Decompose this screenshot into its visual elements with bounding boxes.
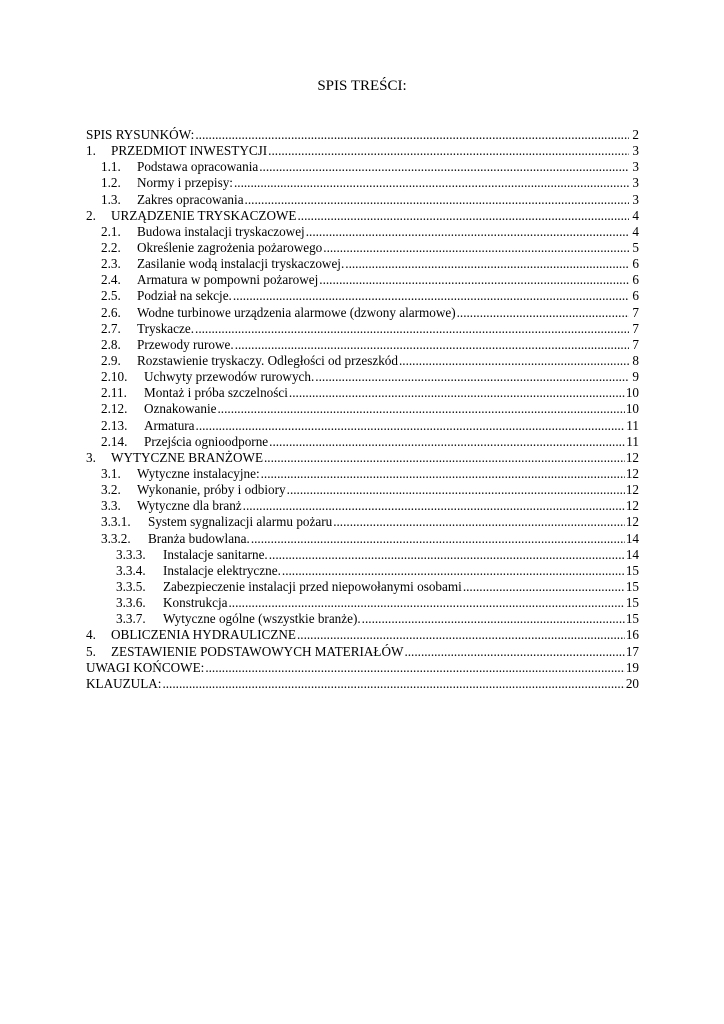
toc-entry-number: 2.11.: [101, 385, 127, 401]
toc-entry[interactable]: [86, 127, 639, 143]
toc-entry-label: Konstrukcja: [163, 595, 228, 611]
toc-entry-label: Podstawa opracowania: [137, 159, 259, 175]
toc-entry-number: 3.3.: [101, 498, 121, 514]
dot-leader: [218, 401, 625, 417]
toc-entry-label: Zabezpieczenie instalacji przed niepowołanymi osobami: [163, 578, 462, 594]
toc-entry[interactable]: [86, 305, 639, 321]
toc-entry-page: 16: [625, 627, 639, 643]
toc-entry-label: Przewody rurowe.: [137, 336, 234, 352]
toc-entry-label: UWAGI KOŃCOWE:: [86, 659, 205, 675]
toc-entry-label: Tryskacze.: [137, 320, 195, 336]
toc-entry-page: 7: [632, 320, 639, 336]
toc-entry-label: Montaż i próba szczelności: [144, 385, 288, 401]
dot-leader: [261, 466, 625, 482]
toc-entry[interactable]: [86, 660, 639, 676]
toc-entry-label: Określenie zagrożenia pożarowego: [137, 239, 323, 255]
toc-entry-page: 3: [632, 143, 639, 159]
toc-entry-number: 2.12.: [101, 401, 128, 417]
toc-entry-label: Normy i przepisy:: [137, 175, 233, 191]
dot-leader: [399, 353, 629, 369]
toc-entry-page: 7: [632, 304, 639, 320]
toc-entry-page: 17: [625, 643, 639, 659]
dot-leader: [282, 563, 625, 579]
toc-entry-number: 2.: [86, 207, 96, 223]
toc-entry-number: 2.6.: [101, 304, 121, 320]
dot-leader: [234, 175, 629, 191]
dot-leader: [251, 531, 625, 547]
toc-entry[interactable]: [86, 256, 639, 272]
toc-entry-number: 3.3.6.: [116, 595, 146, 611]
toc-entry-page: 15: [625, 578, 639, 594]
dot-leader: [233, 288, 629, 304]
toc-entry[interactable]: [86, 627, 639, 643]
dot-leader: [269, 434, 625, 450]
toc-entry[interactable]: [86, 498, 639, 514]
toc-entry-label: Wykonanie, próby i odbiory: [137, 482, 286, 498]
toc-entry[interactable]: [86, 369, 639, 385]
toc-entry-number: 1.: [86, 143, 96, 159]
toc-entry-number: 3.3.5.: [116, 578, 146, 594]
dot-leader: [235, 337, 629, 353]
dot-leader: [323, 240, 629, 256]
toc-entry-number: 3.: [86, 449, 96, 465]
toc-entry[interactable]: [86, 288, 639, 304]
toc-entry-number: 3.2.: [101, 482, 121, 498]
toc-entry-label: WYTYCZNE BRANŻOWE: [111, 449, 263, 465]
toc-entry[interactable]: [86, 644, 639, 660]
toc-entry-page: 12: [625, 465, 639, 481]
toc-entry-label: Armatura w pompowni pożarowej: [137, 272, 319, 288]
toc-entry-page: 14: [625, 530, 639, 546]
dot-leader: [245, 192, 629, 208]
toc-entry-page: 12: [625, 514, 639, 530]
toc-entry[interactable]: [86, 337, 639, 353]
toc-entry-number: 3.3.1.: [101, 514, 131, 530]
toc-entry-page: 4: [632, 207, 639, 223]
dot-leader: [195, 321, 629, 337]
toc-entry-page: 9: [632, 369, 639, 385]
toc-entry-number: 1.2.: [101, 175, 121, 191]
toc-entry-number: 2.1.: [101, 223, 121, 239]
toc-entry-label: Budowa instalacji tryskaczowej: [137, 223, 305, 239]
toc-entry-page: 8: [632, 352, 639, 368]
toc-entry[interactable]: [86, 159, 639, 175]
toc-entry-number: 2.3.: [101, 256, 121, 272]
toc-entry-page: 10: [625, 401, 639, 417]
dot-leader: [345, 256, 629, 272]
toc-entry[interactable]: [86, 579, 639, 595]
toc-entry-number: 4.: [86, 627, 96, 643]
toc-entry[interactable]: [86, 676, 639, 692]
dot-leader: [289, 385, 625, 401]
toc-entry[interactable]: [86, 450, 639, 466]
toc-entry[interactable]: [86, 482, 639, 498]
toc-entry[interactable]: [86, 531, 639, 547]
toc-entry-page: 15: [625, 611, 639, 627]
toc-entry-number: 2.7.: [101, 320, 121, 336]
toc-entry-label: Wytyczne ogólne (wszystkie branże).: [163, 611, 361, 627]
toc-entry-page: 12: [625, 498, 639, 514]
toc-entry-page: 6: [632, 288, 639, 304]
toc-entry-label: SPIS RYSUNKÓW:: [86, 127, 195, 142]
toc-entry-page: 11: [626, 433, 639, 449]
toc-entry-number: 3.3.3.: [116, 546, 146, 562]
toc-entry-page: 6: [632, 272, 639, 288]
toc-entry[interactable]: [86, 563, 639, 579]
toc-entry-page: 20: [625, 675, 639, 691]
dot-leader: [463, 579, 625, 595]
toc-entry-page: 2: [632, 127, 639, 142]
toc-entry-number: 2.4.: [101, 272, 121, 288]
toc-entry-label: PRZEDMIOT INWESTYCJI: [111, 143, 268, 159]
toc-entry-label: Instalacje sanitarne.: [163, 546, 268, 562]
dot-leader: [264, 450, 625, 466]
dot-leader: [205, 660, 625, 676]
dot-leader: [259, 159, 629, 175]
toc-entry-number: 2.8.: [101, 336, 121, 352]
toc-entry-number: 2.2.: [101, 239, 121, 255]
dot-leader: [319, 272, 629, 288]
toc-entry[interactable]: [86, 143, 639, 159]
toc-entry-page: 12: [625, 449, 639, 465]
toc-entry[interactable]: [86, 353, 639, 369]
toc-entry-page: 3: [632, 191, 639, 207]
toc-entry-label: Instalacje elektryczne.: [163, 562, 281, 578]
toc-entry-number: 3.3.2.: [101, 530, 131, 546]
page-title: SPIS TREŚCI:: [317, 78, 407, 94]
toc-entry-number: 5.: [86, 643, 96, 659]
dot-leader: [162, 676, 624, 692]
toc-entry-label: Rozstawienie tryskaczy. Odległości od przeszkód: [137, 352, 398, 368]
toc-entry-label: Wytyczne dla branż: [137, 498, 242, 514]
dot-leader: [287, 482, 625, 498]
toc-entry-number: 2.5.: [101, 288, 121, 304]
dot-leader: [243, 498, 625, 514]
toc-entry-number: 2.10.: [101, 369, 128, 385]
dot-leader: [457, 305, 629, 321]
dot-leader: [269, 547, 625, 563]
toc-entry-page: 14: [625, 546, 639, 562]
dot-leader: [362, 611, 625, 627]
toc-entry[interactable]: [86, 272, 639, 288]
toc-entry-page: 15: [625, 595, 639, 611]
toc-entry[interactable]: [86, 224, 639, 240]
toc-entry-label: Oznakowanie: [144, 401, 217, 417]
toc-entry-label: Armatura: [144, 417, 195, 433]
toc-entry[interactable]: [86, 385, 639, 401]
toc-entry-label: OBLICZENIA HYDRAULICZNE: [111, 627, 296, 643]
toc-entry-number: 3.3.7.: [116, 611, 146, 627]
dot-leader: [297, 627, 625, 643]
toc-entry-page: 3: [632, 159, 639, 175]
toc-entry-label: Wytyczne instalacyjne:: [137, 465, 260, 481]
toc-entry-number: 3.3.4.: [116, 562, 146, 578]
dot-leader: [195, 127, 629, 143]
dot-leader: [404, 644, 624, 660]
toc-entry-number: 2.14.: [101, 433, 128, 449]
toc-entry[interactable]: [86, 321, 639, 337]
toc-entry[interactable]: [86, 595, 639, 611]
toc-entry-label: ZESTAWIENIE PODSTAWOWYCH MATERIAŁÓW: [111, 643, 404, 659]
toc-entry[interactable]: [86, 547, 639, 563]
table-of-contents: [86, 127, 639, 692]
toc-entry-label: KLAUZULA:: [86, 675, 162, 691]
dot-leader: [268, 143, 629, 159]
toc-entry-number: 2.13.: [101, 417, 128, 433]
toc-entry-label: System sygnalizacji alarmu pożaru: [148, 514, 333, 530]
toc-entry-page: 4: [632, 223, 639, 239]
toc-entry-number: 1.1.: [101, 159, 121, 175]
toc-entry[interactable]: [86, 401, 639, 417]
toc-entry[interactable]: [86, 514, 639, 530]
toc-entry-label: Zasilanie wodą instalacji tryskaczowej.: [137, 256, 345, 272]
toc-entry-label: Wodne turbinowe urządzenia alarmowe (dzwony alarmowe): [137, 304, 456, 320]
dot-leader: [297, 208, 629, 224]
toc-entry[interactable]: [86, 208, 639, 224]
toc-entry[interactable]: [86, 418, 639, 434]
dot-leader: [228, 595, 624, 611]
toc-entry[interactable]: [86, 434, 639, 450]
toc-entry[interactable]: [86, 611, 639, 627]
toc-entry-page: 5: [632, 239, 639, 255]
dot-leader: [306, 224, 629, 240]
toc-entry-label: Podział na sekcje.: [137, 288, 232, 304]
toc-entry-page: 3: [632, 175, 639, 191]
toc-entry-page: 7: [632, 336, 639, 352]
dot-leader: [333, 514, 625, 530]
toc-entry-number: 2.9.: [101, 352, 121, 368]
toc-entry-page: 11: [626, 417, 639, 433]
toc-entry[interactable]: [86, 466, 639, 482]
toc-entry-label: Przejścia ognioodporne: [144, 433, 269, 449]
toc-entry[interactable]: [86, 192, 639, 208]
toc-entry-label: URZĄDZENIE TRYSKACZOWE: [111, 207, 297, 223]
toc-entry-label: Branża budowlana.: [148, 530, 250, 546]
toc-entry-page: 10: [625, 385, 639, 401]
toc-entry[interactable]: [86, 175, 639, 191]
dot-leader: [315, 369, 629, 385]
dot-leader: [196, 418, 626, 434]
toc-entry-number: 3.1.: [101, 465, 121, 481]
toc-entry-page: 15: [625, 562, 639, 578]
toc-entry-page: 19: [625, 659, 639, 675]
toc-entry-label: Zakres opracowania: [137, 191, 244, 207]
toc-entry[interactable]: [86, 240, 639, 256]
toc-entry-page: 6: [632, 256, 639, 272]
toc-entry-label: Uchwyty przewodów rurowych.: [144, 369, 315, 385]
toc-entry-page: 12: [625, 482, 639, 498]
toc-entry-number: 1.3.: [101, 191, 121, 207]
